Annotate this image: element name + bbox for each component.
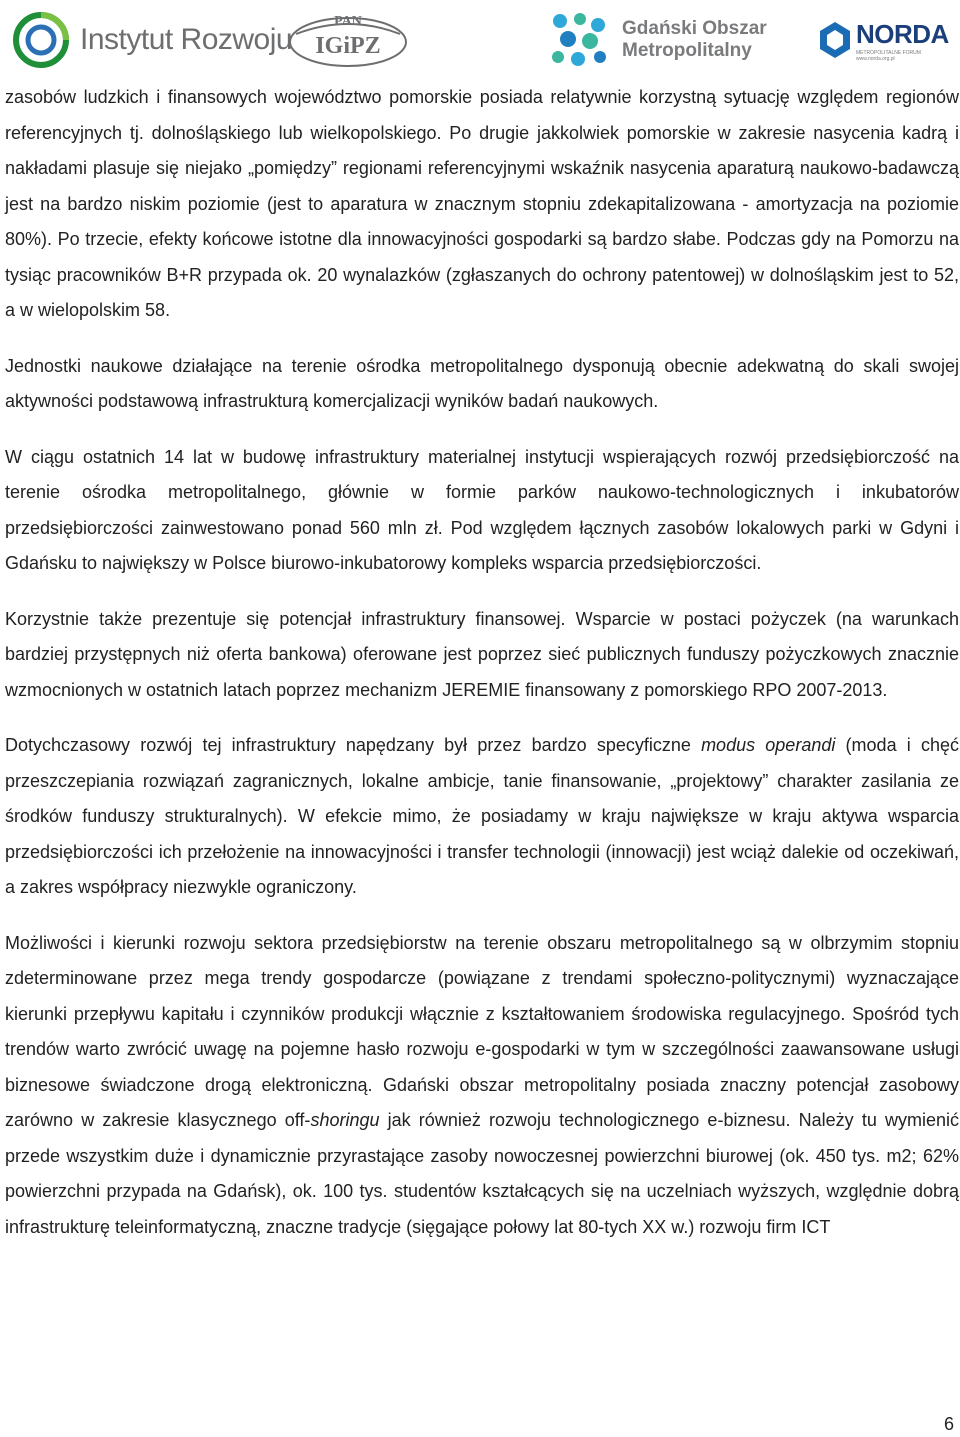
instytut-rozwoju-logo-text: Instytut Rozwoju [80, 23, 293, 56]
norda-text [856, 19, 949, 62]
igipz-label: IGiPZ [315, 33, 381, 59]
norda-logo [818, 8, 949, 72]
norda-subtitle-2: www.norda.org.pl [856, 55, 895, 62]
norda-subtitle-1: METROPOLITALNE FORUM [856, 49, 921, 56]
instytut-rozwoju-emblem-icon [12, 11, 70, 69]
paragraph-text: Korzystnie także prezentuje się potencjał infrastruktury finansowej. Wsparcie w postaci pożyczek (na warunkach bardziej przystępnych niż oferta bankowa) oferowane jest poprzez sieć publicznych funduszy pożyczkowych znacznie wzmocnionych w ostatnich latach poprzez mechanizm JEREMIE finansowany z pomorskiego RPO 2007-2013. [5, 608, 959, 700]
paragraph-text: Dotychczasowy rozwój tej infrastruktury napędzany był przez bardzo specyficzne [5, 735, 702, 755]
gdanski-obszar-line1: Gdański Obszar [622, 18, 767, 39]
paragraph [5, 440, 959, 582]
document-body [5, 80, 959, 1265]
pan-label: PAN [334, 14, 362, 29]
paragraph-text: W ciągu ostatnich 14 lat w budowę infrastruktury materialnej instytucji wspierających rozwój przedsiębiorczość na terenie ośrodka metropolitalnego, głównie w formie parków naukowo-technologicznych i inkubatorów przedsiębiorczości zainwestowano ponad 560 mln zł. Pod względem łącznych zasobów lokalowych parki w Gdyni i Gdańsku to największy w Polsce biurowo-inkubatorowy kompleks wsparcia przedsiębiorczości. [5, 446, 959, 573]
norda-emblem-icon [818, 20, 852, 60]
gdanski-obszar-line2: Metropolitalny [622, 40, 752, 61]
paragraph [5, 602, 959, 709]
pan-igipz-emblem-icon [286, 9, 410, 71]
paragraph-text: Możliwości i kierunki rozwoju sektora przedsiębiorstw na terenie obszaru metropolitalnego są w olbrzymim stopniu zdeterminowane przez mega trendy gospodarcze (powiązane z trendami społeczno-politycznymi) wyznaczające kierunki przepływu kapitału i czynników produkcji włącznie z kształtowaniem środowiska regulacyjnego. Spośród tych trendów warto zwrócić uwagę na pojemne hasło rozwoju e-gospodarki w tym w szczególności zaawansowane usługi biznesowe świadczone drogą elektroniczną. Gdański obszar metropolitalny posiada znaczny potencjał zasobowy zarówno w zakresie klasycznego off- [5, 932, 959, 1130]
paragraph [5, 728, 959, 906]
italic-term: shoringu [310, 1110, 380, 1130]
page-header [0, 0, 960, 78]
norda-word: NORDA [856, 18, 949, 49]
gdanski-obszar-emblem-icon [546, 9, 612, 71]
paragraph [5, 349, 959, 420]
gdanski-obszar-logo [546, 8, 767, 72]
paragraph-text: (moda i chęć przeszczepiania rozwiązań zagranicznych, lokalne ambicje, tanie finansowanie, „projektowy” charakter zasilania ze środków funduszy strukturalnych). W efekcie mimo, że posiadamy w kraju największe w kraju aktywa wsparcia przedsiębiorczości ich przełożenie na innowacyjności i transfer technologii (innowacji) jest wciąż dalekie od oczekiwań, a zakres współpracy niezwykle ograniczony. [5, 735, 959, 897]
page-number: 6 [943, 1414, 954, 1434]
instytut-rozwoju-logo [12, 8, 292, 72]
pan-igipz-logo [286, 8, 410, 72]
paragraph-text: zasobów ludzkich i finansowych województwo pomorskie posiada relatywnie korzystną sytuację względem regionów referencyjnych tj. dolnośląskiego lub wielkopolskiego. Po drugie jakkolwiek pomorskie w zakresie nasycenia kadrą i nakładami plasuje się niejako „pomiędzy” regionami referencyjnymi wskaźnik nasycenia aparaturą naukowo-badawczą jest na bardzo niskim poziomie (jest to aparatura w znacznym stopniu zdekapitalizowana - amortyzacja na poziomie 80%). Po trzecie, efekty końcowe istotne dla innowacyjności gospodarki są bardzo słabe. Podczas gdy na Pomorzu na tysiąc pracowników B+R przypada ok. 20 wynalazków (zgłaszanych do ochrony patentowej) w dolnośląskim jest to 52, a w wielopolskim 58. [5, 87, 959, 320]
paragraph-text: jak również rozwoju technologicznego e-biznesu. Należy tu wymienić przede wszystkim duże i dynamicznie przyrastające zasoby nowoczesnej powierzchni biurowej (ok. 450 tys. m2; 62% powierzchni przypada na Gdańsk), ok. 100 tys. studentów kształcących się na uczelniach wyższych, względnie dobrą infrastrukturę teleinformatyczną, znaczne tradycje (sięgające połowy lat 80-tych XX w.) rozwoju firm ICT [5, 1110, 959, 1237]
paragraph-text: Jednostki naukowe działające na terenie ośrodka metropolitalnego dysponują obecnie adekwatną do skali swojej aktywności podstawową infrastrukturą komercjalizacji wyników badań naukowych. [5, 355, 959, 411]
italic-term: modus operandi [701, 735, 836, 755]
gdanski-obszar-text [622, 18, 767, 62]
paragraph [5, 926, 959, 1246]
paragraph [5, 80, 959, 329]
